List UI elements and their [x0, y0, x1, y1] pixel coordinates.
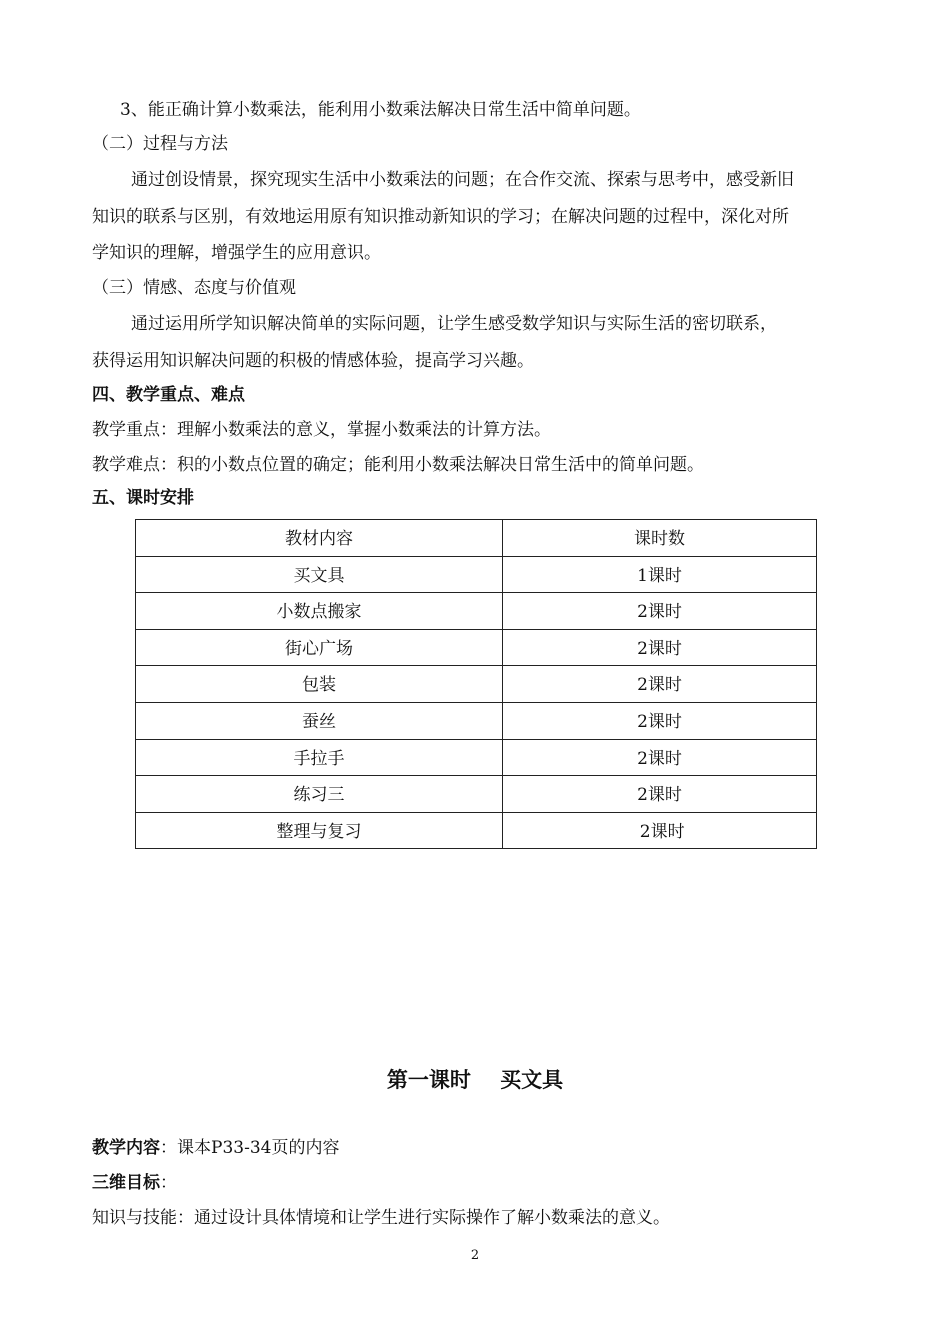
emotion-paragraph-line: 通过运用所学知识解决简单的实际问题，让学生感受数学知识与实际生活的密切联系， [131, 314, 777, 334]
table-row [136, 812, 817, 849]
process-paragraph-line: 知识的联系与区别，有效地运用原有知识推动新知识的学习；在解决问题的过程中，深化对所 [92, 207, 789, 227]
key-points-heading: 四、教学重点、难点 [92, 385, 245, 405]
table-cell-hours: 1课时 [503, 556, 817, 593]
page-number: 2 [470, 1248, 480, 1263]
table-cell-hours: 2课时 [503, 702, 817, 739]
emotion-heading: （三）情感、态度与价值观 [92, 278, 296, 298]
three-goals-colon: ： [160, 1173, 177, 1193]
table-cell-hours: 2课时 [503, 593, 817, 630]
table-cell-hours: 2课时 [503, 776, 817, 813]
three-goals-label: 三维目标 [92, 1173, 160, 1193]
table-row [136, 593, 817, 630]
process-paragraph-line: 通过创设情景，探究现实生活中小数乘法的问题；在合作交流、探索与思考中，感受新旧 [131, 170, 794, 190]
table-header-cell: 教材内容 [136, 520, 503, 557]
schedule-table [135, 519, 817, 849]
teaching-content-label: 教学内容 [92, 1138, 160, 1158]
objective-item-3: 3、能正确计算小数乘法，能利用小数乘法解决日常生活中简单问题。 [120, 100, 641, 120]
table-cell-content: 包装 [136, 666, 503, 703]
knowledge-skills-line: 知识与技能：通过设计具体情境和让学生进行实际操作了解小数乘法的意义。 [92, 1208, 670, 1228]
table-row [136, 629, 817, 666]
table-cell-content: 练习三 [136, 776, 503, 813]
table-cell-hours: 2课时 [503, 812, 817, 849]
lesson-title: 第一课时 买文具 [386, 1068, 564, 1092]
table-cell-content: 整理与复习 [136, 812, 503, 849]
table-header-row [136, 520, 817, 557]
table-cell-content: 小数点搬家 [136, 593, 503, 630]
teaching-focus: 教学重点：理解小数乘法的意义，掌握小数乘法的计算方法。 [92, 420, 551, 440]
table-row [136, 556, 817, 593]
table-row [136, 666, 817, 703]
table-row [136, 776, 817, 813]
table-cell-content: 手拉手 [136, 739, 503, 776]
table-cell-content: 街心广场 [136, 629, 503, 666]
table-cell-hours: 2课时 [503, 739, 817, 776]
table-row [136, 739, 817, 776]
table-header-cell: 课时数 [503, 520, 817, 557]
table-cell-content: 买文具 [136, 556, 503, 593]
table-row [136, 702, 817, 739]
teaching-content-text: ：课本P33-34页的内容 [160, 1138, 340, 1158]
process-paragraph-line: 学知识的理解，增强学生的应用意识。 [92, 243, 381, 263]
table-cell-content: 蚕丝 [136, 702, 503, 739]
three-goals-heading [92, 1172, 177, 1194]
table-cell-hours: 2课时 [503, 666, 817, 703]
schedule-heading: 五、课时安排 [92, 488, 194, 508]
emotion-paragraph-line: 获得运用知识解决问题的积极的情感体验，提高学习兴趣。 [92, 351, 534, 371]
teaching-difficulty: 教学难点：积的小数点位置的确定；能利用小数乘法解决日常生活中的简单问题。 [92, 455, 704, 475]
process-heading: （二）过程与方法 [92, 134, 228, 154]
teaching-content [92, 1137, 339, 1159]
table-cell-hours: 2课时 [503, 629, 817, 666]
